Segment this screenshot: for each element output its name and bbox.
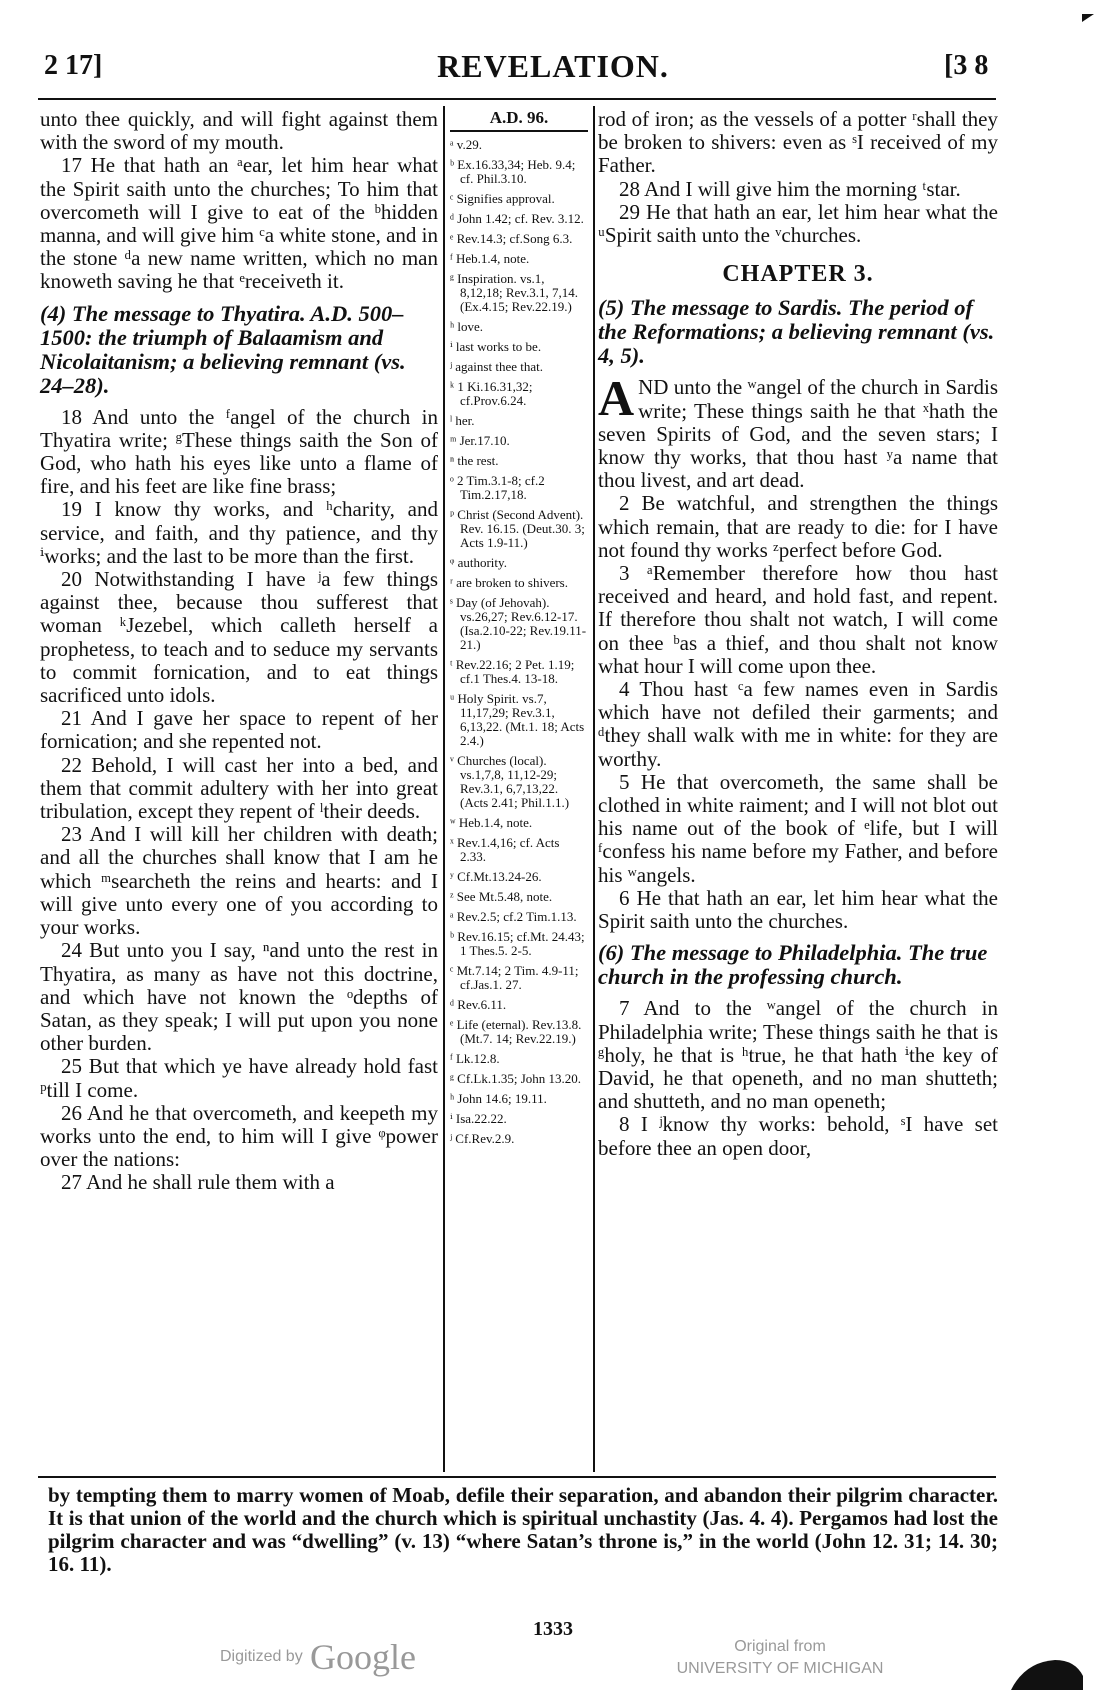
left-verse: unto thee quickly, and will fight against them with the sword of my mouth. — [40, 107, 438, 155]
left-verse: 25 But that which ye have already hold fast ᵖtill I come. — [40, 1054, 438, 1102]
right-verse: 5 He that overcometh, the same shall be clothed in white raiment; and I will not blot out his name out of the book of ᵉlife, but I will ᶠconfess his name before my Father, and before his ʷangels. — [598, 769, 998, 887]
header-rule — [38, 98, 996, 100]
cross-reference: ᵃ Rev.2.5; cf.2 Tim.1.13. — [450, 909, 577, 924]
cross-reference: ᵇ Ex.16.33,34; Heb. 9.4; cf. Phil.3.10. — [450, 157, 576, 186]
era-label: A.D. 96. — [450, 108, 588, 132]
cross-reference: ᶻ See Mt.5.48, note. — [450, 889, 553, 904]
left-verse: 27 And he shall rule them with a — [61, 1170, 335, 1195]
page-title: REVELATION. — [437, 48, 669, 84]
cross-reference: ⁱ Isa.22.22. — [450, 1111, 507, 1126]
cross-reference: ᵐ Jer.17.10. — [450, 433, 510, 448]
cross-reference: ᶜ Signifies approval. — [450, 191, 555, 206]
cross-reference: ⁱ last works to be. — [450, 339, 542, 354]
footnote-rule — [38, 1476, 996, 1478]
cross-reference: ʰ love. — [450, 319, 484, 334]
column-divider-right — [593, 106, 595, 1472]
cross-reference: ᵈ Rev.6.11. — [450, 997, 507, 1012]
cross-reference: ᶜ Mt.7.14; 2 Tim. 4.9-11; cf.Jas.1. 27. — [450, 963, 579, 992]
cross-reference: ᶠ Lk.12.8. — [450, 1051, 500, 1066]
chapter-heading: CHAPTER 3. — [722, 261, 874, 288]
cross-reference: ⁿ the rest. — [450, 453, 499, 468]
left-verse: 21 And I gave her space to repent of her fornication; and she repented not. — [40, 706, 438, 754]
cross-reference: ᵗ Rev.22.16; 2 Pet. 1.19; cf.1 Thes.4. 13-18. — [450, 657, 575, 686]
corner-mark — [1082, 14, 1094, 22]
cross-reference: ᵇ Rev.16.15; cf.Mt. 24.43; 1 Thes.5. 2-5. — [450, 929, 585, 958]
right-verse: 28 And I will give him the morning ᵗstar. — [619, 176, 961, 201]
left-verse: 20 Notwithstanding I have ʲa few things against thee, because thou sufferest that woman ᵏJezebel, which calleth herself a prophetess, to teach and to seduce my servants to commit fornication, and to eat things sacrificed unto idols. — [40, 567, 438, 708]
cross-reference: ᶠ Heb.1.4, note. — [450, 251, 530, 266]
reference-list — [450, 138, 588, 1146]
cross-reference: ᵘ Holy Spirit. vs.7, 11,17,29; Rev.3.1, 6,13,22. (Mt.1. 18; Acts 2.4.) — [450, 691, 585, 748]
cross-reference: ᵉ Rev.14.3; cf.Song 6.3. — [450, 231, 573, 246]
cross-reference: ᵠ authority. — [450, 555, 507, 570]
digitized-label: Digitized by — [220, 1648, 303, 1665]
right-section-heading: (5) The message to Sardis. The period of the Reformations; a believing remnant (vs. 4, 5). — [598, 295, 995, 369]
cross-reference: ʷ Heb.1.4, note. — [450, 815, 533, 830]
chapter-verse-range-left: 2 17] — [44, 50, 103, 81]
left-verse: 24 But unto you I say, ⁿand unto the rest in Thyatira, as many as have not this doctrine, and which have not known the ᵒdepths of Satan, as they speak; I will put upon you none other burden. — [40, 938, 438, 1056]
right-verse: 29 He that hath an ear, let him hear what the ᵘSpirit saith unto the ᵛchurches. — [598, 199, 998, 248]
page-number: 1333 — [533, 1618, 573, 1640]
university-text: UNIVERSITY OF MICHIGAN — [676, 1660, 884, 1677]
right-verse: 3 ᵃRemember therefore how thou hast received and heard, and hold fast, and repent. If therefore thou shalt not watch, I will come on thee ᵇas a thief, and thou shalt not know what hour I will come upon thee. — [598, 561, 998, 678]
left-verse: 17 He that hath an ᵃear, let him hear what the Spirit saith unto the churches; To him that overcometh will I give to eat of the ᵇhidden manna, and will give him ᶜa white stone, and in the stone ᵈa new name written, which no man knoweth saving he that ᵉreceiveth it. — [40, 153, 438, 294]
reference-column — [450, 108, 588, 1152]
chapter-verse-range-right: [3 8 — [944, 50, 989, 81]
drop-cap: A — [598, 370, 635, 427]
library-seal-icon — [1005, 1656, 1085, 1692]
column-divider-left — [443, 106, 445, 1472]
right-verse — [598, 370, 998, 493]
left-verse: 18 And unto the ᶠangel of the church in Thyatira write; ᵍThese things saith the Son of God, who hath his eyes like unto a flame of fire, and his feet are like fine brass; — [40, 404, 438, 499]
left-verse: 19 I know thy works, and ʰcharity, and service, and faith, and thy patience, and thy ⁱworks; and the last to be more than the first. — [40, 497, 438, 568]
cross-reference: ʲ Cf.Rev.2.9. — [450, 1131, 515, 1146]
original-from-text: Original from — [734, 1638, 826, 1655]
cross-reference: ᵈ John 1.42; cf. Rev. 3.12. — [450, 211, 584, 226]
cross-reference: ᵍ Inspiration. vs.1, 8,12,18; Rev.3.1, 7,14. (Ex.4.15; Rev.22.19.) — [450, 271, 578, 314]
verse-text: ND unto the ʷangel of the church in Sardis write; These things saith he that ˣhath the seven Spirits of God, and the seven stars; I know thy works, that thou hast ʸa name that thou livest, and art dead. — [598, 375, 998, 493]
right-verse: 4 Thou hast ᶜa few names even in Sardis which have not defiled their garments; and ᵈthey shall walk with me in white: for they are worthy. — [598, 677, 998, 771]
cross-reference: ᵒ 2 Tim.3.1-8; cf.2 Tim.2.17,18. — [450, 473, 545, 502]
right-verse: 2 Be watchful, and strengthen the things which remain, that are ready to die: for I have not found thy works ᶻperfect before God. — [598, 491, 998, 562]
footnote-text: by tempting them to marry women of Moab, defile their separation, and abandon their pilgrim character. It is that union of the world and the church which is spiritual unchastity (Jas. 4. 4). Pergamos had lost the pilgrim character and was “dwelling” (v. 13) “where Satan’s throne is,” in the world (John 12. 31; 14. 30; 16. 11). — [48, 1483, 998, 1576]
right-verse: 7 And to the ʷangel of the church in Philadelphia write; These things saith he that is ᵍholy, he that is ʰtrue, he that hath ⁱthe key of David, he that openeth, and no man shutteth; and shutteth, and no man openeth; — [598, 996, 998, 1114]
left-section-heading: (4) The message to Thyatira. A.D. 500–1500: the triumph of Balaamism and Nicolaitanism; a believing remnant (vs. 24–28). — [40, 300, 406, 398]
cross-reference: ᵃ v.29. — [450, 137, 482, 152]
right-verse: 6 He that hath an ear, let him hear what the Spirit saith unto the churches. — [598, 885, 998, 934]
original-source-label — [660, 1636, 900, 1680]
cross-reference: ᵛ Churches (local). vs.1,7,8, 11,12-29; Rev.3.1, 6,7,13,22. (Acts 2.41; Phil.1.1.) — [450, 753, 570, 810]
cross-reference: ʰ John 14.6; 19.11. — [450, 1091, 547, 1106]
google-logo: Google — [310, 1637, 416, 1677]
cross-reference: ˣ Rev.1.4,16; cf. Acts 2.33. — [450, 835, 560, 864]
left-verse: 23 And I will kill her children with death; and all the churches shall know that I am he which ᵐsearcheth the reins and hearts: and I will give unto every one of you according to your works. — [40, 822, 438, 940]
cross-reference: ᵍ Cf.Lk.1.35; John 13.20. — [450, 1071, 582, 1086]
cross-reference: ˡ her. — [450, 413, 475, 428]
cross-reference: ʸ Cf.Mt.13.24-26. — [450, 869, 542, 884]
right-verse: 8 I ʲknow thy works: behold, ˢI have set before thee an open door, — [598, 1112, 998, 1160]
right-verse: rod of iron; as the vessels of a potter ʳshall they be broken to shivers: even as ˢI received of my Father. — [598, 107, 998, 178]
cross-reference: ᵏ 1 Ki.16.31,32; cf.Prov.6.24. — [450, 379, 533, 408]
cross-reference: ʲ against thee that. — [450, 359, 543, 374]
cross-reference: ᵖ Christ (Second Advent). Rev. 16.15. (Deut.30. 3; Acts 1.9-11.) — [450, 507, 585, 550]
cross-reference: ʳ are broken to shivers. — [450, 575, 568, 590]
left-verse: 26 And he that overcometh, and keepeth my works unto the end, to him will I give ᵠpower over the nations: — [40, 1100, 438, 1172]
cross-reference: ˢ Day (of Jehovah). vs.26,27; Rev.6.12-17. (Isa.2.10-22; Rev.19.11-21.) — [450, 595, 587, 652]
left-verse: 22 Behold, I will cast her into a bed, and them that commit adultery with her into great tribulation, except they repent of ˡtheir deeds. — [40, 752, 438, 824]
cross-reference: ᵉ Life (eternal). Rev.13.8. (Mt.7. 14; Rev.22.19.) — [450, 1017, 582, 1046]
right-text-column — [598, 108, 998, 1160]
right-section-heading: (6) The message to Philadelphia. The true church in the professing church. — [598, 940, 988, 990]
left-text-column — [40, 108, 438, 1195]
